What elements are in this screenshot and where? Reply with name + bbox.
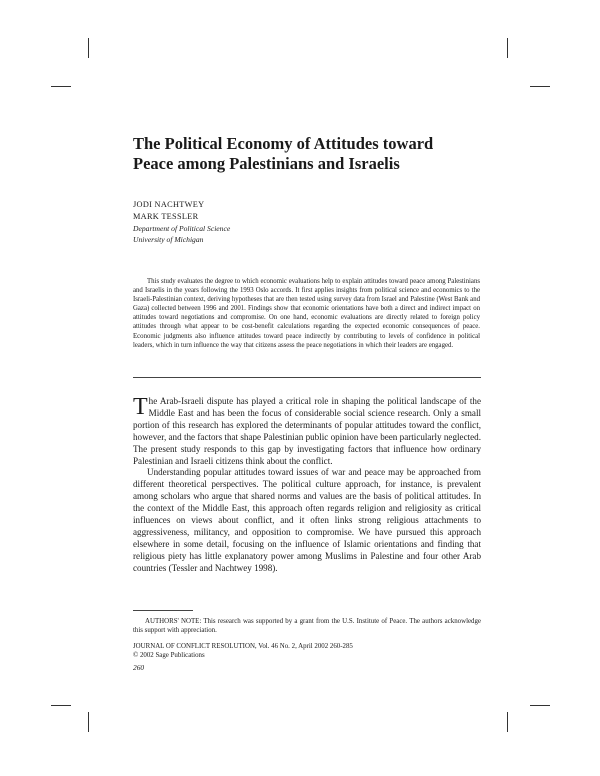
paragraph: Understanding popular attitudes toward issues of war and peace may be approached from different theoretical perspectives. The political culture approach, for instance, is prevalent among scholars who argue that shared norms and values are the basis of political attitudes. In the context of the Middle East, this approach often regards religion and religiosity as critical influences on views about conflict, and it often links strong religious attachments to aggressiveness, militancy, and opposition to compromise. We have pursued this approach elsewhere in some detail, focusing on the influence of Islamic orientations and finding that religious piety has little explanatory power among Muslims in Palestine and four other Arab countries (Tessler and Nachtwey 1998).: [133, 467, 481, 573]
crop-mark-bottom-left: [88, 712, 89, 732]
crop-mark-bottom-left-h: [51, 705, 71, 706]
crop-mark-top-right-h: [530, 86, 550, 87]
crop-mark-bottom-right: [507, 712, 508, 732]
crop-mark-top-right: [507, 38, 508, 58]
author-name: JODI NACHTWEY: [133, 200, 205, 209]
crop-mark-top-left-h: [51, 86, 71, 87]
title-line-1: The Political Economy of Attitudes toward: [133, 134, 434, 153]
affiliation: [133, 223, 230, 245]
abstract-divider: [133, 377, 481, 378]
author-name: MARK TESSLER: [133, 212, 199, 221]
body-text: [133, 396, 481, 575]
copyright: © 2002 Sage Publications: [133, 652, 205, 659]
authors-note: AUTHORS' NOTE: This research was supported by a grant from the U.S. Institute of Peace. The authors acknowledge this support with appreciation.: [133, 618, 481, 634]
crop-mark-top-left: [88, 38, 89, 58]
department: Department of Political Science: [133, 224, 231, 233]
author-list: [133, 199, 204, 223]
journal-info: [133, 642, 353, 660]
university: University of Michigan: [133, 235, 204, 244]
footnote-divider: [133, 610, 193, 611]
abstract: This study evaluates the degree to which economic evaluations help to explain attitudes toward peace among Palestinians and Israelis in the years following the 1993 Oslo accords. It first applies insights from political science and economics to the Israeli-Palestinian context, deriving hypotheses that are then tested using survey data from Israel and Palestine (West Bank and Gaza) collected between 1996 and 2001. Findings show that economic orientations have both a direct and indirect impact on attitudes toward negotiations and compromise. On one hand, economic evaluations are directly related to foreign policy attitudes through what appear to be cost-benefit calculations regarding the expected economic consequences of peace. Economic judgments also influence attitudes toward peace indirectly by contributing to levels of confidence in political leaders, which in turn influence the way that citizens assess the peace negotiations in which their leaders are engaged.: [133, 278, 480, 349]
page-number: 260: [133, 663, 145, 672]
drop-cap: T: [133, 394, 148, 420]
journal-citation: JOURNAL OF CONFLICT RESOLUTION, Vol. 46 No. 2, April 2002 260-285: [133, 643, 353, 650]
crop-mark-bottom-right-h: [530, 705, 550, 706]
paragraph: [133, 396, 481, 467]
title-line-2: Peace among Palestinians and Israelis: [133, 154, 400, 173]
article-title: [133, 134, 493, 174]
paragraph-text: he Arab-Israeli dispute has played a critical role in shaping the political landscape of the Middle East and has been the focus of considerable social science research. Only a small portion of this research has explored the determinants of popular attitudes toward the conflict, however, and the factors that shape Palestinian public opinion have been particularly neglected. The present study responds to this gap by investigating factors that influence how ordinary Palestinian and Israeli citizens think about the conflict.: [133, 396, 481, 466]
